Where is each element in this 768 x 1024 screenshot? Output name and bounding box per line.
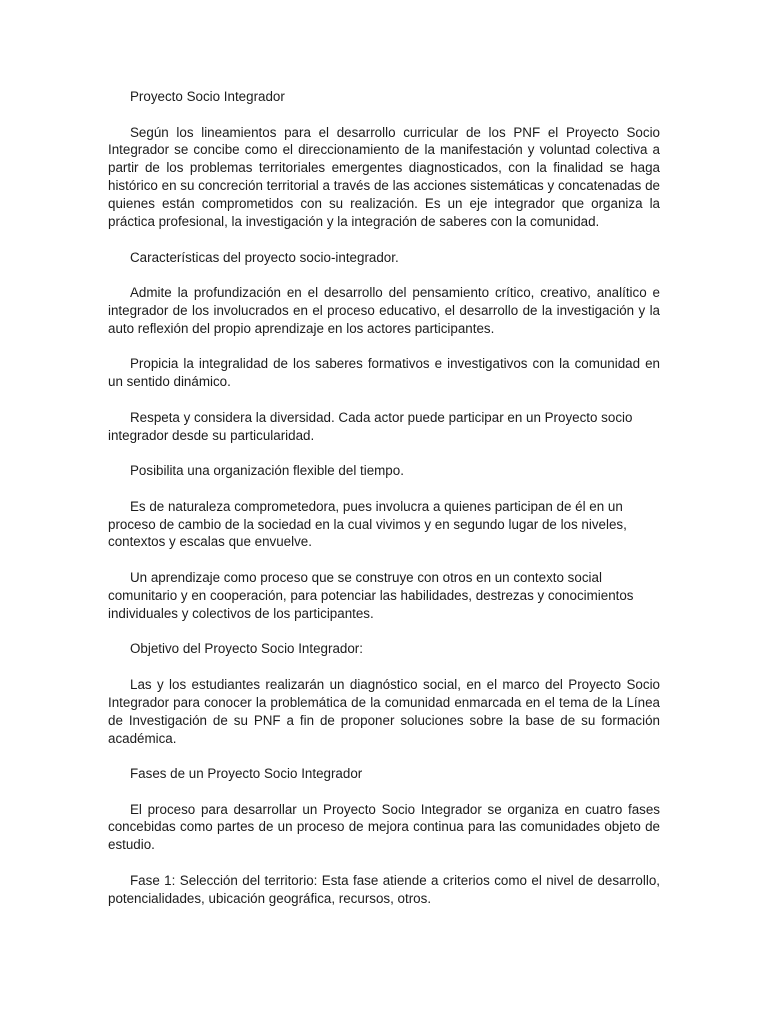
heading-objetivo: Objetivo del Proyecto Socio Integrador: [130, 641, 363, 657]
paragraph-aprendizaje: Un aprendizaje como proceso que se construye con otros en un contexto social comunitario y en cooperación, para potenciar las habilidades, destrezas y conocimientos individuales y colectivos de los participantes. [108, 569, 634, 621]
paragraph-fase-1: Fase 1: Selección del territorio: Esta fase atiende a criterios como el nivel de desarrollo, potencialidades, ubicación geográfica, recursos, otros. [108, 872, 660, 906]
paragraph-naturaleza: Es de naturaleza comprometedora, pues involucra a quienes participan de él en un proceso de cambio de la sociedad en la cual vivimos y en segundo lugar de los niveles, contextos y escalas que envuelve. [108, 498, 627, 550]
paragraph-posibilita: Posibilita una organización flexible del tiempo. [130, 463, 404, 479]
paragraph-proceso: El proceso para desarrollar un Proyecto Socio Integrador se organiza en cuatro fases concebidas como partes de un proceso de mejora continua para las comunidades objeto de estudio. [108, 801, 660, 853]
heading-caracteristicas: Características del proyecto socio-integrador. [130, 249, 399, 265]
heading-proyecto-socio-integrador: Proyecto Socio Integrador [130, 89, 285, 104]
paragraph-respeta: Respeta y considera la diversidad. Cada actor puede participar en un Proyecto socio integrador desde su particularidad. [108, 409, 633, 443]
heading-fases: Fases de un Proyecto Socio Integrador [130, 766, 363, 781]
paragraph-lineamientos: Según los lineamientos para el desarrollo curricular de los PNF el Proyecto Socio Integrador se concibe como el direccionamiento de la manifestación y voluntad colectiva a partir de los problemas territoriales emergentes diagnosticados, con la finalidad se haga histórico en su concreción territorial a través de las acciones sistemáticas y concatenadas de quienes están comprometidos con su realización. Es un eje integrador que organiza la práctica profesional, la investigación y la integración de saberes con la comunidad. [108, 124, 660, 230]
paragraph-estudiantes: Las y los estudiantes realizarán un diagnóstico social, en el marco del Proyecto Socio Integrador para conocer la problemática de la comunidad enmarcada en el tema de la Línea de Investigación de su PNF a fin de proponer soluciones sobre la base de su formación académica. [108, 676, 660, 746]
paragraph-admite: Admite la profundización en el desarrollo del pensamiento crítico, creativo, analítico e integrador de los involucrados en el proceso educativo, el desarrollo de la investigación y la auto reflexión del propio aprendizaje en los actores participantes. [108, 285, 660, 336]
paragraph-propicia: Propicia la integralidad de los saberes formativos e investigativos con la comunidad en un sentido dinámico. [108, 356, 660, 390]
